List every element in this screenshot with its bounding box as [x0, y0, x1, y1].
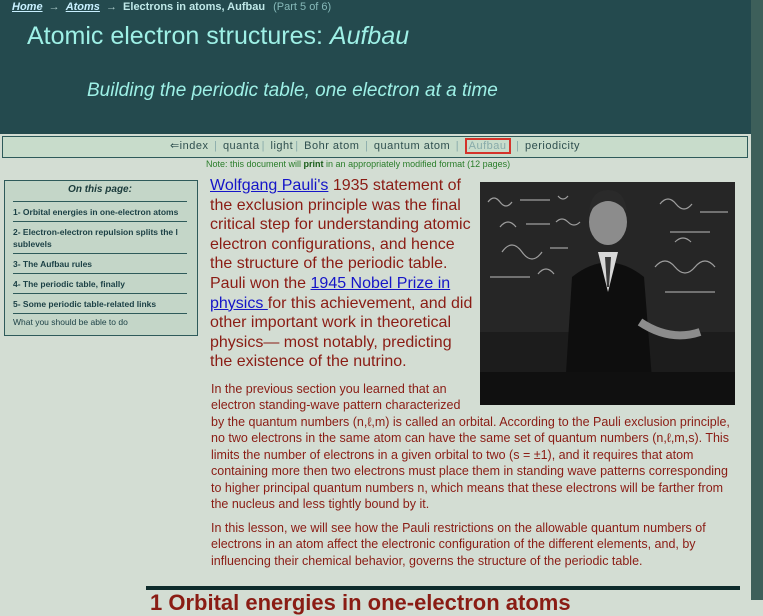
nav-aufbau-current: Aufbau [465, 138, 511, 154]
breadcrumb-arrow: → [48, 1, 60, 13]
nav-separator: | [516, 140, 520, 152]
page-header [0, 0, 751, 134]
section-heading: 1 Orbital energies in one-electron atoms [150, 590, 571, 615]
nav-light-link[interactable]: light [270, 140, 294, 152]
scrollbar-strip[interactable] [751, 0, 763, 600]
lesson-nav-bar [2, 136, 748, 158]
toc-link-periodic-table[interactable]: 4- The periodic table, finally [13, 273, 187, 293]
page-subtitle: Building the periodic table, one electron at a time [87, 80, 498, 101]
breadcrumb-home-link[interactable]: Home [12, 1, 43, 13]
on-this-page-box [4, 180, 198, 336]
nobel-prize-link[interactable]: 1945 Nobel Prize in physics [210, 274, 451, 312]
paragraph-1-start: In the previous section you learned that an electron standing-wave pattern characterized [211, 382, 461, 413]
breadcrumb-part: (Part 5 of 6) [273, 1, 332, 13]
nav-quantum-atom-link[interactable]: quantum atom [373, 140, 451, 152]
breadcrumb-atoms-link[interactable]: Atoms [65, 1, 100, 13]
print-note [206, 159, 510, 169]
toc-link-aufbau-rules[interactable]: 3- The Aufbau rules [13, 253, 187, 273]
breadcrumb [12, 1, 331, 13]
nav-bohr-atom-link[interactable]: Bohr atom [304, 140, 360, 152]
toc-link-objectives[interactable]: What you should be able to do [13, 313, 187, 330]
paragraph-2: In this lesson, we will see how the Pauli restrictions on the allowable quantum numbers of electrons in an atom affect the electronic configuration of the different elements, and, by influencing their chemical behavior, governs the structure of the periodic table. [211, 521, 706, 568]
print-note-post: in an appropriately modified format (12 pages) [323, 159, 511, 169]
paragraph-1-body: by the quantum numbers (n,ℓ,m) is called an orbital. According to the Pauli exclusion principle, no two electrons in the same atom can have the same set of quantum numbers (n,ℓ,m,s). This limits the number of electrons in a given orbital to two (s = ±1), and it requires that atom containing more then two electrons must place them in standing wave patterns corresponding to higher principal quantum numbers n, which means that these electrons will be farther from the nucleus and less tightly bound by it. [211, 415, 730, 512]
nav-quanta-link[interactable]: quanta [222, 140, 260, 152]
wolfgang-pauli-link[interactable]: Wolfgang Pauli's [210, 177, 329, 194]
print-note-pre: Note: this document will [206, 159, 304, 169]
nav-separator: | [295, 140, 299, 152]
nav-separator: | [455, 140, 460, 152]
pauli-photo [480, 182, 735, 405]
page-title [27, 22, 409, 51]
nav-separator: | [214, 140, 218, 152]
breadcrumb-current: Electrons in atoms, Aufbau [123, 1, 266, 13]
intro-text-2: for this achievement, and did other important work in theoretical physics— most notably, predicting the existence of the nutrino. [210, 294, 473, 371]
nav-index-link[interactable]: ⇐index [169, 140, 209, 152]
toc-link-orbital-energies[interactable]: 1- Orbital energies in one-electron atoms [13, 201, 187, 221]
toc-heading: On this page: [68, 184, 132, 195]
toc-link-periodic-links[interactable]: 5- Some periodic table-related links [13, 293, 187, 313]
page-title-emphasis: Aufbau [329, 22, 410, 50]
intro-text-1: 1935 statement of the exclusion principle was the final critical step for understanding atomic electron configurations, and hence the structure of the periodic table. Pauli won the [210, 177, 471, 292]
breadcrumb-arrow: → [105, 1, 117, 13]
page-title-main: Atomic electron structures: [27, 22, 330, 50]
toc-link-electron-repulsion[interactable]: 2- Electron-electron repulsion splits the l sublevels [13, 221, 187, 253]
pauli-photo-art [480, 182, 735, 405]
print-note-bold: print [303, 159, 324, 169]
nav-separator: | [364, 140, 369, 152]
nav-separator: | [261, 140, 265, 152]
nav-periodicity-link[interactable]: periodicity [525, 140, 581, 152]
intro-paragraph [210, 176, 478, 372]
